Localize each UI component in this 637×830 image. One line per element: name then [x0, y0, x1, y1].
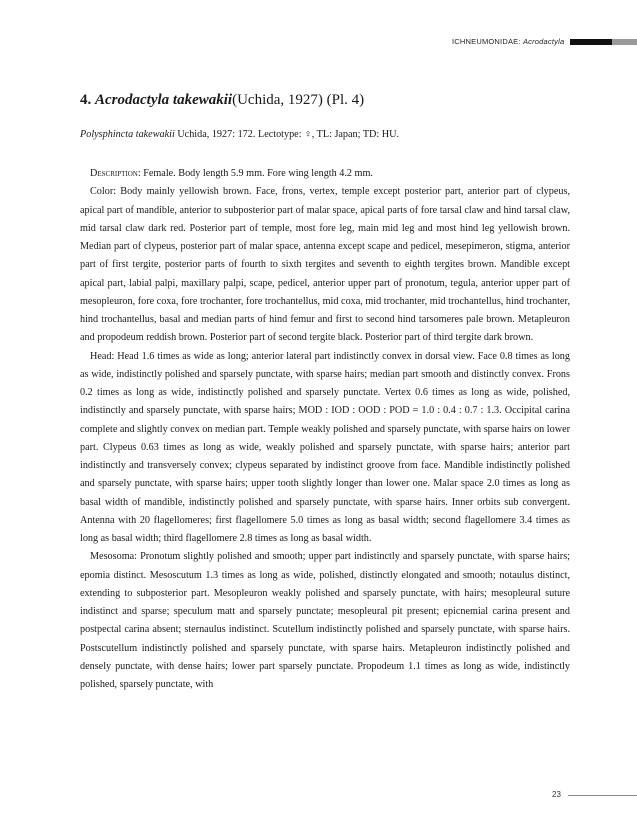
synonym-line — [80, 128, 570, 142]
description-intro — [80, 165, 570, 183]
mesosoma-paragraph: Mesosoma: Pronotum slightly polished and smooth; upper part indistinctly and sparsely punctate, with sparse hairs; epomia distinct. Mesoscutum 1.3 times as long as wide, polished, distinctly elongated and smooth; notaulus distinct, extending to subposterior part. Mesopleuron weakly polished and sparsely punctate, with hairs; mesopleural suture indistinct and sparse; speculum matt and sparsely punctate; mesopleural pit present; epicnemial carina present and postpectal carina absent; sternaulus indistinct. Scutellum indistinctly polished and sparsely punctate, with sparse hairs. Postscutellum indistinctly polished and sparsely punctate, with sparse hairs. Metapleuron indistinctly polished and densely punctate, with dense hairs; lower part sparsely punctate. Propodeum 1.1 times as long as wide, indistinctly polished, sparsely punctate, with — [80, 551, 570, 690]
running-head-genus: Acrodactyla — [522, 37, 565, 46]
species-authority: (Uchida, 1927) (Pl. 4) — [232, 92, 365, 108]
article-body — [80, 90, 570, 694]
running-head-family: ICHNEUMONIDAE: — [452, 37, 521, 46]
description-heading: Description — [90, 168, 138, 179]
color-paragraph: Color: Body mainly yellowish brown. Face, frons, vertex, temple except posterior part, anterior part of clypeus, apical part of mandible, anterior to subposterior part of malar space, apical parts of fore tarsal claw and hind tarsal claw, mid tarsal claw dark red. Posterior part of temple, most fore leg, main mid leg and most hind leg yellowish brown. Median part of clypeus, posterior part of malar space, antenna except scape and pedicel, mesepimeron, stigma, anterior part of first tergite, posterior parts of fourth to sixth tergites and seventh to eighth tergites brown. Mandible except apical part, labial palpi, maxillary palpi, scape, pedicel, anterior upper part of pronotum, tegula, anterior upper part of mesopleuron, fore coxa, fore trochanter, fore trochantellus, mid coxa, mid trochanter, mid trochantellus, hind trochanter, hind trochantellus, basal and median parts of hind femur and first to second hind tarsomeres pale brown. Metapleuron and propodeum reddish brown. Posterior part of second tergite black. Posterior part of third tergite dark brown. — [80, 186, 570, 344]
page-number-rule — [568, 795, 637, 796]
species-title — [80, 90, 570, 110]
synonym-name: Polysphincta takewakii — [80, 129, 175, 140]
species-name: Acrodactyla takewakii — [95, 92, 233, 108]
species-number: 4. — [80, 92, 92, 108]
running-head-text — [452, 36, 564, 48]
head-paragraph: Head: Head 1.6 times as wide as long; anterior lateral part indistinctly convex in dorsal view. Face 0.8 times as long as wide, indistinctly polished and sparsely punctate, with sparse hairs; median part smooth and distinctly convex. Frons 0.2 times as long as wide, indistinctly polished and sparsely punctate. Vertex 0.6 times as long as wide, polished, indistinctly and sparsely punctate, with sparse hairs; MOD : IOD : OOD : POD = 1.0 : 0.4 : 0.7 : 1.3. Occipital carina complete and slightly convex on median part. Temple weakly polished and sparsely punctate, with sparse hairs on lower part. Clypeus 0.63 times as long as wide, weakly polished and sparsely punctate, with sparse hairs; anterior part indistinctly and transversely convex; clypeus separated by indistinct groove from face. Mandible indistinctly polished and sparsely punctate, with sparse hairs; upper tooth slightly longer than lower one. Malar space 2.0 times as long as basal width of mandible, indistinctly polished and sparsely punctate, with sparse hairs. Inner orbits sub convergent. Antenna with 20 flagellomeres; first flagellomere 5.0 times as long as basal width; second flagellomere 3.4 times as long as basal width; third flagellomere 2.8 times as long as basal width. — [80, 350, 570, 544]
description-intro-text: : Female. Body length 5.9 mm. Fore wing length 4.2 mm. — [137, 168, 373, 179]
page-number: 23 — [552, 790, 561, 799]
running-head-bar — [570, 39, 612, 45]
description-section — [80, 165, 570, 694]
synonym-text: Uchida, 1927: 172. Lectotype: ♀, TL: Japan; TD: HU. — [174, 129, 400, 140]
running-head-bar-gray — [612, 39, 637, 45]
running-head — [0, 36, 637, 48]
